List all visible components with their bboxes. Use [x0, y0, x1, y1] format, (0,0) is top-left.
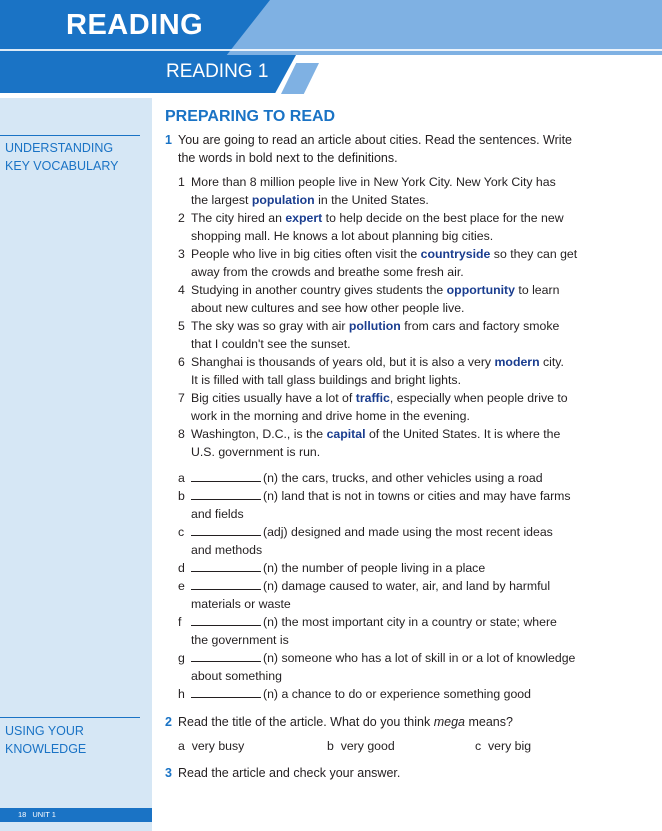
- vocabulary-keyword: countryside: [420, 247, 491, 261]
- definition-text: (n) land that is not in towns or cities and may have farms: [263, 489, 571, 503]
- page-title: READING: [66, 9, 204, 41]
- answer-blank[interactable]: [191, 571, 261, 572]
- question-text: the words in bold next to the definitions.: [178, 151, 398, 165]
- sentence-text: Studying in another country gives students the opportunity to learn about new cultures and see how other people live.: [191, 283, 560, 315]
- definition-letter: e: [178, 579, 185, 593]
- answer-blank[interactable]: [191, 697, 261, 698]
- vocabulary-keyword: expert: [285, 211, 323, 225]
- sentence-number: 4: [178, 283, 185, 297]
- sentence-item: [178, 317, 648, 353]
- sidebar-divider: [0, 717, 140, 718]
- question-number: 3: [165, 766, 172, 780]
- definition-text-continued: about something: [191, 669, 282, 683]
- definition-text-continued: materials or waste: [191, 597, 291, 611]
- definition-item: [178, 577, 648, 613]
- definition-text: (n) damage caused to water, air, and land by harmful: [263, 579, 551, 593]
- question-text: You are going to read an article about cities. Read the sentences. Write: [178, 133, 572, 147]
- sentence-text: Big cities usually have a lot of traffic, especially when people drive to work in the morning and drive home in the evening.: [191, 391, 568, 423]
- definition-text-continued: and methods: [191, 543, 263, 557]
- sentence-text: The city hired an expert to help decide on the best place for the new shopping mall. He knows a lot about planning big cities.: [191, 211, 564, 243]
- vocabulary-keyword: modern: [494, 355, 540, 369]
- sentence-number: 6: [178, 355, 185, 369]
- sentence-item: [178, 173, 648, 209]
- sentence-text: People who live in big cities often visit the countryside so they can get away from the crowds and breathe some fresh air.: [191, 247, 578, 279]
- definition-item: [178, 685, 648, 703]
- answer-blank[interactable]: [191, 535, 261, 536]
- sentence-number: 5: [178, 319, 185, 333]
- definition-item: [178, 559, 648, 577]
- option-b: b very good: [327, 739, 395, 753]
- sentence-number: 1: [178, 175, 185, 189]
- definition-letter: h: [178, 687, 185, 701]
- sidebar-divider: [0, 135, 140, 136]
- question-text: Read the article and check your answer.: [178, 766, 401, 780]
- definition-text: (n) the number of people living in a place: [263, 561, 486, 575]
- sentence-item: [178, 209, 648, 245]
- definition-letter: a: [178, 471, 185, 485]
- option-a: a very busy: [178, 739, 245, 753]
- definition-text: (n) the cars, trucks, and other vehicles using a road: [263, 471, 543, 485]
- sentence-item: [178, 353, 648, 389]
- sentence-number: 2: [178, 211, 185, 225]
- answer-blank[interactable]: [191, 481, 261, 482]
- question-number: 2: [165, 715, 172, 729]
- option-c: c very big: [475, 739, 532, 753]
- definition-letter: f: [178, 615, 182, 629]
- section-subtitle: READING 1: [166, 61, 269, 82]
- sentence-item: [178, 281, 648, 317]
- vocabulary-keyword: pollution: [348, 319, 401, 333]
- vocabulary-keyword: traffic: [355, 391, 390, 405]
- sidebar-label-vocabulary: UNDERSTANDING KEY VOCABULARY: [5, 141, 119, 173]
- definition-text: (adj) designed and made using the most recent ideas: [263, 525, 553, 539]
- definition-text: (n) someone who has a lot of skill in or a lot of knowledge: [263, 651, 576, 665]
- header-divider: [0, 49, 662, 51]
- vocabulary-keyword: population: [251, 193, 315, 207]
- sentence-text: Washington, D.C., is the capital of the United States. It is where the U.S. government is run.: [191, 427, 561, 459]
- definition-item: [178, 487, 648, 523]
- definition-text-continued: the government is: [191, 633, 289, 647]
- definition-letter: c: [178, 525, 185, 539]
- sidebar-label-knowledge: USING YOUR KNOWLEDGE: [5, 724, 87, 756]
- definition-item: [178, 469, 648, 487]
- section-heading: PREPARING TO READ: [165, 108, 336, 125]
- sentence-text: More than 8 million people live in New York City. New York City has the largest population in the United States.: [191, 175, 556, 207]
- definition-text: (n) a chance to do or experience something good: [263, 687, 531, 701]
- definition-text-continued: and fields: [191, 507, 244, 521]
- sentence-number: 3: [178, 247, 185, 261]
- definition-letter: d: [178, 561, 185, 575]
- definition-item: [178, 649, 648, 685]
- question-number: 1: [165, 133, 172, 147]
- question-1: [165, 131, 645, 167]
- answer-blank[interactable]: [191, 589, 261, 590]
- question-2: 2 Read the title of the article. What do you think mega means?: [165, 715, 513, 729]
- sentence-item: [178, 425, 648, 461]
- definition-letter: b: [178, 489, 185, 503]
- definition-letter: g: [178, 651, 185, 665]
- sentence-text: Shanghai is thousands of years old, but it is also a very modern city. It is filled with tall glass buildings and bright lights.: [191, 355, 564, 387]
- sentence-number: 7: [178, 391, 185, 405]
- vocabulary-keyword: capital: [326, 427, 366, 441]
- sentence-item: [178, 245, 648, 281]
- sentence-item: [178, 389, 648, 425]
- page-number: 18: [18, 810, 27, 819]
- footer-page-info: [18, 808, 56, 822]
- definition-text: (n) the most important city in a country or state; where: [263, 615, 557, 629]
- sentence-number: 8: [178, 427, 185, 441]
- question-3: [165, 764, 645, 782]
- unit-label: UNIT 1: [32, 810, 56, 819]
- sentence-text: The sky was so gray with air pollution from cars and factory smoke that I couldn't see the sunset.: [191, 319, 560, 351]
- answer-blank[interactable]: [191, 499, 261, 500]
- answer-blank[interactable]: [191, 625, 261, 626]
- definition-item: [178, 613, 648, 649]
- answer-blank[interactable]: [191, 661, 261, 662]
- definition-item: [178, 523, 648, 559]
- vocabulary-keyword: opportunity: [446, 283, 515, 297]
